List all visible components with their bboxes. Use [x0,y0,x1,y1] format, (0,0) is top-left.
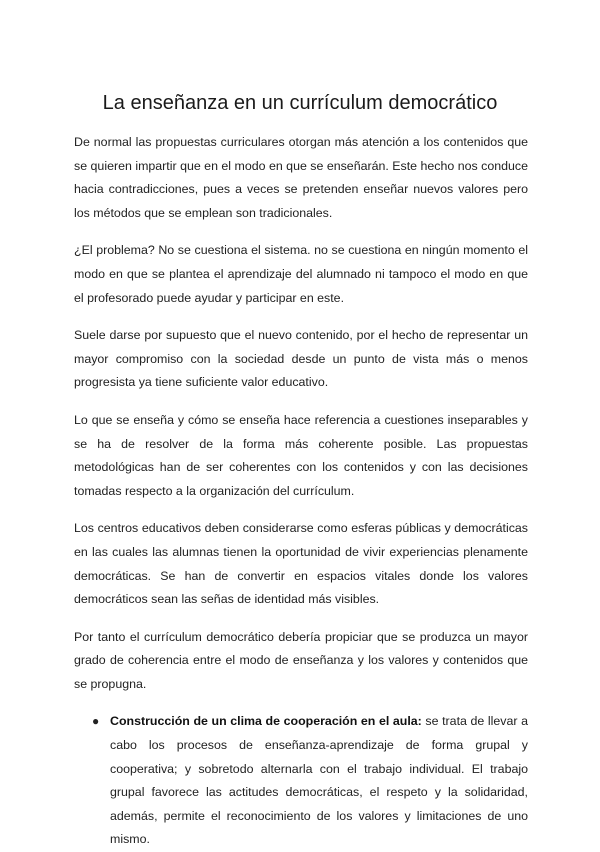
paragraph-2: ¿El problema? No se cuestiona el sistema. no se cuestiona en ningún momento el modo en que se plantea el aprendizaje del alumnado ni tampoco el modo en que el profesorado puede ayudar y participar en este. [74,243,528,305]
bullet-list [74,710,528,852]
bullet-heading: Construcción de un clima de cooperación en el aula: [110,714,422,729]
document-body [74,131,528,852]
page-title: La enseñanza en un currículum democrático [102,92,498,114]
paragraph-3: Suele darse por supuesto que el nuevo contenido, por el hecho de representar un mayor compromiso con la sociedad desde un punto de vista más o menos progresista ya tiene suficiente valor educativo. [74,328,528,390]
paragraph-4: Lo que se enseña y cómo se enseña hace referencia a cuestiones inseparables y se ha de resolver de la forma más coherente posible. Las propuestas metodológicas han de ser coherentes con los contenidos y con las decisiones tomadas respecto a la organización del currículum. [74,412,528,498]
paragraph-1: De normal las propuestas curriculares otorgan más atención a los contenidos que se quieren impartir que en el modo en que se enseñarán. Este hecho nos conduce hacia contradicciones, pues a veces se pretenden enseñar nuevos valores pero los métodos que se emplean son tradicionales. [74,135,528,220]
bullet-text: se trata de llevar a cabo los procesos de enseñanza-aprendizaje de forma grupal y cooperativa; y sobretodo alternarla con el trabajo individual. El trabajo grupal favorece las actitudes democráticas, el respeto y la solidaridad, además, permite el reconocimiento de los valores y limitaciones de uno mismo. [110,714,528,847]
paragraph-6: Por tanto el currículum democrático debería propiciar que se produzca un mayor grado de coherencia entre el modo de enseñanza y los valores y contenidos que se propugna. [74,629,528,691]
bullet-dot-icon: ● [92,714,100,729]
list-item [92,710,528,852]
paragraph-5: Los centros educativos deben considerarse como esferas públicas y democráticas en las cuales las alumnas tienen la oportunidad de vivir experiencias plenamente democráticas. Se han de convertir en espacios vitales donde los valores democráticos sean las señas de identidad más visibles. [74,521,528,607]
